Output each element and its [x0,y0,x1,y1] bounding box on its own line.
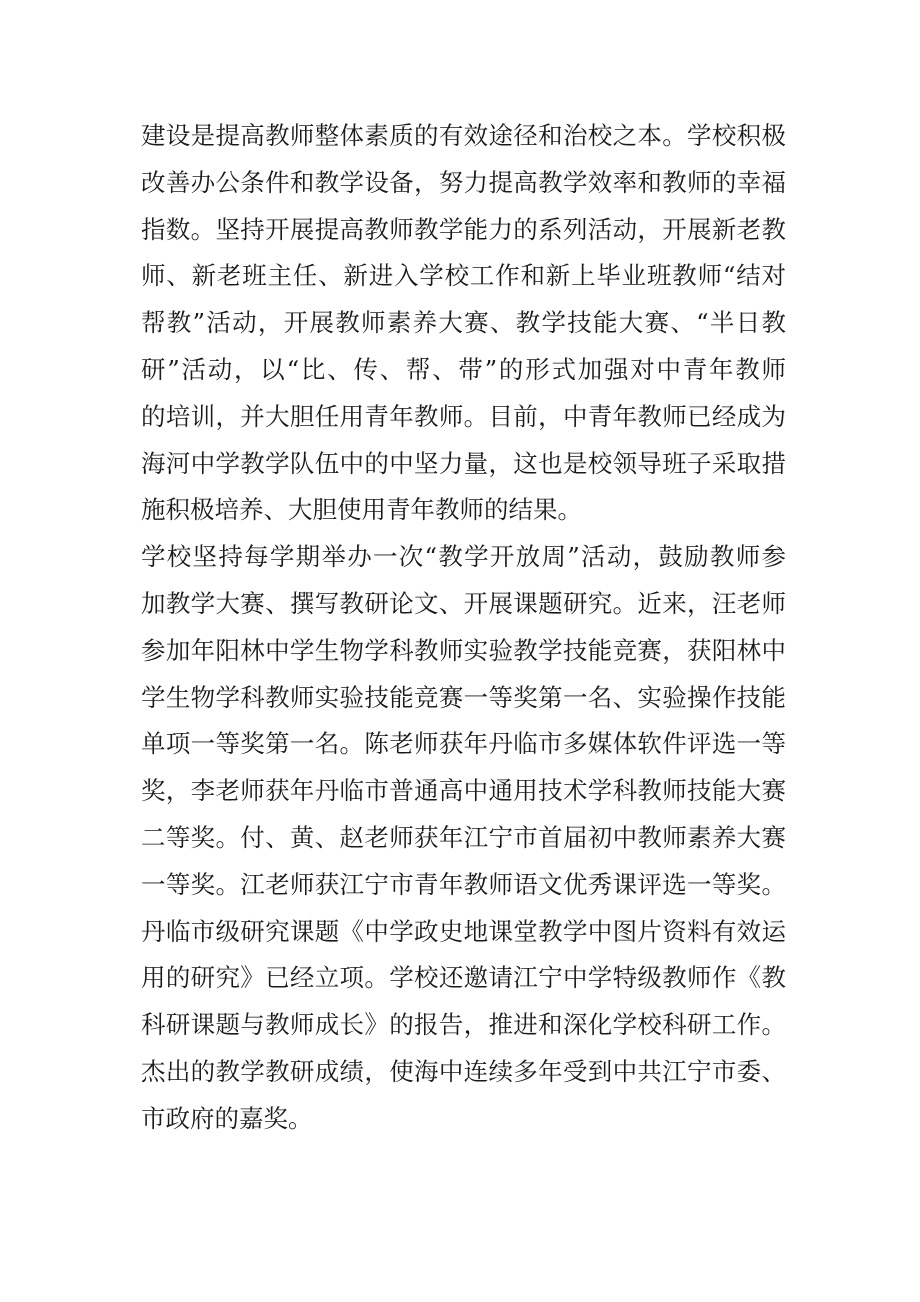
text-line: 海河中学教学队伍中的中坚力量，这也是校领导班子采取措 [141,448,786,478]
text-line: 帮教”活动，开展教师素养大赛、教学技能大赛、“半日教 [141,308,786,338]
text-line: 市政府的嘉奖。 [141,1103,313,1133]
text-line: 丹临市级研究课题《中学政史地课堂教学中图片资料有效运 [141,916,786,946]
text-line: 奖，李老师获年丹临市普通高中通用技术学科教师技能大赛 [141,776,786,806]
text-line: 加教学大赛、撰写教研论文、开展课题研究。近来，汪老师 [141,588,786,618]
text-line: 学生物学科教师实验技能竞赛一等奖第一名、实验操作技能 [141,682,786,712]
text-line: 用的研究》已经立项。学校还邀请江宁中学特级教师作《教 [141,963,786,993]
text-line: 杰出的教学教研成绩，使海中连续多年受到中共江宁市委、 [141,1056,786,1086]
text-line: 科研课题与教师成长》的报告，推进和深化学校科研工作。 [141,1010,786,1040]
text-line: 改善办公条件和教学设备，努力提高教学效率和教师的幸福 [141,167,786,197]
text-line: 建设是提高教师整体素质的有效途径和治校之本。学校积极 [141,121,786,150]
document-body [141,113,791,1143]
text-line: 研”活动，以“比、传、帮、带”的形式加强对中青年教师 [141,354,786,384]
text-line: 参加年阳林中学生物学科教师实验教学技能竞赛，获阳林中 [141,635,786,665]
text-line: 二等奖。付、黄、赵老师获年江宁市首届初中教师素养大赛 [141,822,786,852]
text-line: 师、新老班主任、新进入学校工作和新上毕业班教师“结对 [141,261,786,291]
text-line: 学校坚持每学期举办一次“教学开放周”活动，鼓励教师参 [141,542,786,572]
text-line: 施积极培养、大胆使用青年教师的结果。 [141,495,582,525]
text-line: 一等奖。江老师获江宁市青年教师语文优秀课评选一等奖。 [141,869,786,899]
text-line: 单项一等奖第一名。陈老师获年丹临市多媒体软件评选一等 [141,729,786,759]
text-line: 指数。坚持开展提高教师教学能力的系列活动，开展新老教 [141,214,786,244]
text-line: 的培训，并大胆任用青年教师。目前，中青年教师已经成为 [141,401,786,431]
